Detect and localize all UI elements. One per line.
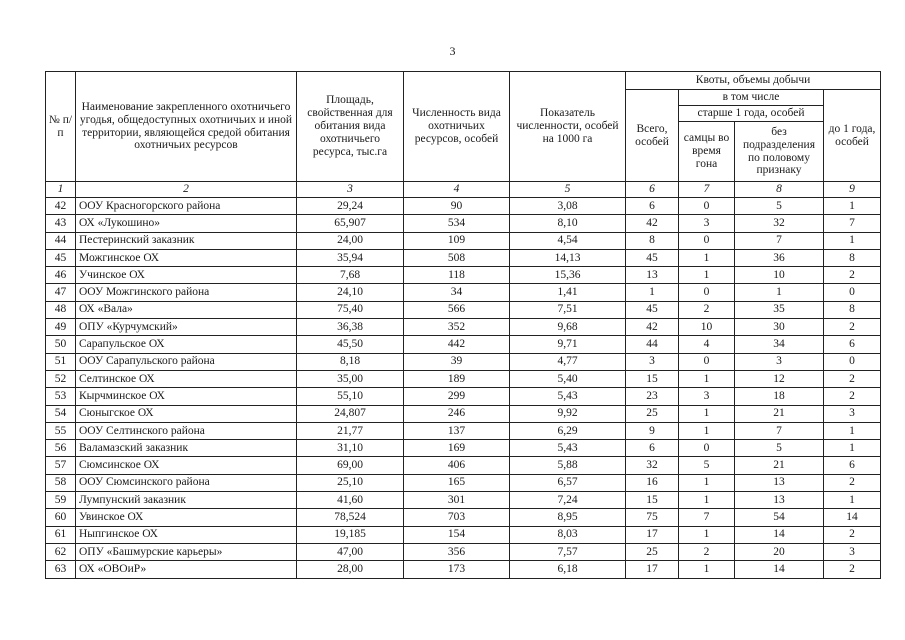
territory-name: Пестеринский заказник [76,232,297,249]
row-number: 55 [46,422,76,439]
no-sex-cell: 32 [735,215,824,232]
population-cell: 534 [404,215,510,232]
column-number-row [46,182,881,198]
density-cell: 4,54 [510,232,626,249]
total-quota-cell: 23 [626,388,679,405]
population-cell: 173 [404,561,510,578]
under-one-year-cell: 8 [824,249,881,266]
density-cell: 9,92 [510,405,626,422]
no-sex-cell: 5 [735,198,824,215]
territory-name: Селтинское ОХ [76,370,297,387]
header-males-rut: самцы во время гона [679,122,735,182]
area-cell: 75,40 [297,301,404,318]
header-under-one-year: до 1 года, особей [824,90,881,182]
density-cell: 8,95 [510,509,626,526]
population-cell: 169 [404,440,510,457]
males-rut-cell: 1 [679,422,735,439]
population-cell: 90 [404,198,510,215]
density-cell: 14,13 [510,249,626,266]
population-cell: 508 [404,249,510,266]
table-row [46,215,881,232]
males-rut-cell: 1 [679,561,735,578]
males-rut-cell: 3 [679,388,735,405]
row-number: 42 [46,198,76,215]
no-sex-cell: 12 [735,370,824,387]
header-no-sex: без подразделения по половому признаку [735,122,824,182]
header-num: № п/п [46,72,76,182]
total-quota-cell: 16 [626,474,679,491]
total-quota-cell: 15 [626,492,679,509]
under-one-year-cell: 2 [824,388,881,405]
total-quota-cell: 15 [626,370,679,387]
territory-name: ООУ Красногорского района [76,198,297,215]
header-population: Численность вида охотничьих ресурсов, особей [404,72,510,182]
area-cell: 31,10 [297,440,404,457]
column-number: 7 [679,182,735,198]
area-cell: 7,68 [297,267,404,284]
under-one-year-cell: 1 [824,492,881,509]
header-over-one-year: старше 1 года, особей [679,106,824,122]
territory-name: ОХ «ОВОиР» [76,561,297,578]
no-sex-cell: 34 [735,336,824,353]
row-number: 56 [46,440,76,457]
row-number: 62 [46,543,76,560]
header-density: Показатель численности, особей на 1000 га [510,72,626,182]
males-rut-cell: 0 [679,198,735,215]
row-number: 59 [46,492,76,509]
territory-name: Сарапульское ОХ [76,336,297,353]
males-rut-cell: 0 [679,232,735,249]
table-row [46,474,881,491]
page-number: 3 [449,44,456,58]
area-cell: 36,38 [297,319,404,336]
row-number: 47 [46,284,76,301]
under-one-year-cell: 2 [824,561,881,578]
total-quota-cell: 3 [626,353,679,370]
row-number: 58 [46,474,76,491]
under-one-year-cell: 6 [824,336,881,353]
population-cell: 703 [404,509,510,526]
territory-name: Кырчминское ОХ [76,388,297,405]
males-rut-cell: 10 [679,319,735,336]
area-cell: 29,24 [297,198,404,215]
density-cell: 3,08 [510,198,626,215]
column-number: 9 [824,182,881,198]
total-quota-cell: 32 [626,457,679,474]
column-number: 2 [76,182,297,198]
area-cell: 24,10 [297,284,404,301]
population-cell: 246 [404,405,510,422]
population-cell: 301 [404,492,510,509]
under-one-year-cell: 2 [824,526,881,543]
density-cell: 6,57 [510,474,626,491]
males-rut-cell: 2 [679,543,735,560]
no-sex-cell: 13 [735,492,824,509]
males-rut-cell: 1 [679,492,735,509]
area-cell: 69,00 [297,457,404,474]
table-row [46,267,881,284]
no-sex-cell: 21 [735,405,824,422]
population-cell: 352 [404,319,510,336]
territory-name: Лумпунский заказник [76,492,297,509]
total-quota-cell: 1 [626,284,679,301]
males-rut-cell: 1 [679,526,735,543]
males-rut-cell: 0 [679,440,735,457]
no-sex-cell: 21 [735,457,824,474]
territory-name: Учинское ОХ [76,267,297,284]
row-number: 45 [46,249,76,266]
area-cell: 24,00 [297,232,404,249]
no-sex-cell: 30 [735,319,824,336]
males-rut-cell: 1 [679,370,735,387]
under-one-year-cell: 2 [824,474,881,491]
total-quota-cell: 8 [626,232,679,249]
row-number: 44 [46,232,76,249]
territory-name: Можгинское ОХ [76,249,297,266]
under-one-year-cell: 1 [824,422,881,439]
males-rut-cell: 5 [679,457,735,474]
no-sex-cell: 36 [735,249,824,266]
territory-name: Сюмсинское ОХ [76,457,297,474]
males-rut-cell: 1 [679,267,735,284]
males-rut-cell: 0 [679,353,735,370]
density-cell: 5,43 [510,440,626,457]
males-rut-cell: 1 [679,249,735,266]
table-row [46,249,881,266]
no-sex-cell: 20 [735,543,824,560]
row-number: 46 [46,267,76,284]
area-cell: 19,185 [297,526,404,543]
density-cell: 8,10 [510,215,626,232]
table-row [46,370,881,387]
under-one-year-cell: 0 [824,353,881,370]
population-cell: 406 [404,457,510,474]
density-cell: 5,88 [510,457,626,474]
total-quota-cell: 45 [626,301,679,318]
territory-name: ОХ «Вала» [76,301,297,318]
row-number: 60 [46,509,76,526]
total-quota-cell: 17 [626,561,679,578]
population-cell: 137 [404,422,510,439]
total-quota-cell: 17 [626,526,679,543]
total-quota-cell: 13 [626,267,679,284]
no-sex-cell: 35 [735,301,824,318]
territory-name: ООУ Сарапульского района [76,353,297,370]
population-cell: 154 [404,526,510,543]
territory-name: Ныпгинское ОХ [76,526,297,543]
under-one-year-cell: 2 [824,319,881,336]
total-quota-cell: 42 [626,215,679,232]
row-number: 43 [46,215,76,232]
table-body [46,198,881,579]
density-cell: 4,77 [510,353,626,370]
total-quota-cell: 45 [626,249,679,266]
under-one-year-cell: 8 [824,301,881,318]
density-cell: 7,24 [510,492,626,509]
density-cell: 8,03 [510,526,626,543]
header-name: Наименование закрепленного охотничьего угодья, общедоступных охотничьих и иной территории, являющейся средой обитания охотничьих ресурсов [76,72,297,182]
table-row [46,319,881,336]
population-cell: 566 [404,301,510,318]
table-row [46,198,881,215]
under-one-year-cell: 0 [824,284,881,301]
column-number: 5 [510,182,626,198]
territory-name: Увинское ОХ [76,509,297,526]
density-cell: 6,29 [510,422,626,439]
population-cell: 109 [404,232,510,249]
area-cell: 21,77 [297,422,404,439]
density-cell: 7,51 [510,301,626,318]
density-cell: 9,71 [510,336,626,353]
area-cell: 78,524 [297,509,404,526]
population-cell: 165 [404,474,510,491]
population-cell: 39 [404,353,510,370]
row-number: 48 [46,301,76,318]
total-quota-cell: 42 [626,319,679,336]
column-number: 8 [735,182,824,198]
under-one-year-cell: 2 [824,370,881,387]
header-quotas: Квоты, объемы добычи [626,72,881,90]
table-row [46,405,881,422]
row-number: 49 [46,319,76,336]
area-cell: 24,807 [297,405,404,422]
no-sex-cell: 54 [735,509,824,526]
column-number: 1 [46,182,76,198]
no-sex-cell: 3 [735,353,824,370]
total-quota-cell: 6 [626,440,679,457]
density-cell: 9,68 [510,319,626,336]
under-one-year-cell: 1 [824,440,881,457]
area-cell: 55,10 [297,388,404,405]
row-number: 61 [46,526,76,543]
table-row [46,232,881,249]
header-total: Всего, особей [626,90,679,182]
table-row [46,301,881,318]
population-cell: 34 [404,284,510,301]
males-rut-cell: 1 [679,405,735,422]
table-row [46,492,881,509]
table-row [46,457,881,474]
row-number: 57 [46,457,76,474]
area-cell: 45,50 [297,336,404,353]
header-including: в том числе [679,90,824,106]
territory-name: ОПУ «Курчумский» [76,319,297,336]
quota-table [45,71,881,579]
row-number: 54 [46,405,76,422]
no-sex-cell: 10 [735,267,824,284]
population-cell: 299 [404,388,510,405]
no-sex-cell: 14 [735,561,824,578]
table-row [46,284,881,301]
row-number: 50 [46,336,76,353]
total-quota-cell: 75 [626,509,679,526]
population-cell: 356 [404,543,510,560]
column-number: 4 [404,182,510,198]
table-row [46,440,881,457]
territory-name: ООУ Селтинского района [76,422,297,439]
territory-name: ООУ Сюмсинского района [76,474,297,491]
under-one-year-cell: 1 [824,198,881,215]
total-quota-cell: 9 [626,422,679,439]
territory-name: ОПУ «Башмурские карьеры» [76,543,297,560]
no-sex-cell: 5 [735,440,824,457]
density-cell: 15,36 [510,267,626,284]
population-cell: 189 [404,370,510,387]
territory-name: ООУ Можгинского района [76,284,297,301]
no-sex-cell: 1 [735,284,824,301]
density-cell: 1,41 [510,284,626,301]
area-cell: 25,10 [297,474,404,491]
row-number: 53 [46,388,76,405]
under-one-year-cell: 6 [824,457,881,474]
males-rut-cell: 1 [679,474,735,491]
territory-name: ОХ «Лукошино» [76,215,297,232]
table-row [46,526,881,543]
row-number: 51 [46,353,76,370]
table-row [46,509,881,526]
header-area: Площадь, свойственная для обитания вида охотничьего ресурса, тыс.га [297,72,404,182]
column-number: 3 [297,182,404,198]
under-one-year-cell: 7 [824,215,881,232]
area-cell: 35,00 [297,370,404,387]
area-cell: 65,907 [297,215,404,232]
density-cell: 5,40 [510,370,626,387]
table-row [46,336,881,353]
under-one-year-cell: 14 [824,509,881,526]
males-rut-cell: 7 [679,509,735,526]
table-row [46,543,881,560]
area-cell: 28,00 [297,561,404,578]
area-cell: 35,94 [297,249,404,266]
under-one-year-cell: 3 [824,543,881,560]
total-quota-cell: 44 [626,336,679,353]
table-row [46,388,881,405]
under-one-year-cell: 3 [824,405,881,422]
no-sex-cell: 13 [735,474,824,491]
no-sex-cell: 18 [735,388,824,405]
under-one-year-cell: 2 [824,267,881,284]
no-sex-cell: 7 [735,232,824,249]
males-rut-cell: 4 [679,336,735,353]
territory-name: Валамазский заказник [76,440,297,457]
territory-name: Сюныгское ОХ [76,405,297,422]
under-one-year-cell: 1 [824,232,881,249]
density-cell: 6,18 [510,561,626,578]
males-rut-cell: 3 [679,215,735,232]
area-cell: 41,60 [297,492,404,509]
no-sex-cell: 7 [735,422,824,439]
males-rut-cell: 2 [679,301,735,318]
row-number: 52 [46,370,76,387]
table-header [46,72,881,198]
population-cell: 442 [404,336,510,353]
table-row [46,561,881,578]
density-cell: 5,43 [510,388,626,405]
table-row [46,422,881,439]
total-quota-cell: 25 [626,405,679,422]
density-cell: 7,57 [510,543,626,560]
population-cell: 118 [404,267,510,284]
no-sex-cell: 14 [735,526,824,543]
row-number: 63 [46,561,76,578]
table-row [46,353,881,370]
column-number: 6 [626,182,679,198]
area-cell: 8,18 [297,353,404,370]
total-quota-cell: 25 [626,543,679,560]
area-cell: 47,00 [297,543,404,560]
males-rut-cell: 0 [679,284,735,301]
total-quota-cell: 6 [626,198,679,215]
